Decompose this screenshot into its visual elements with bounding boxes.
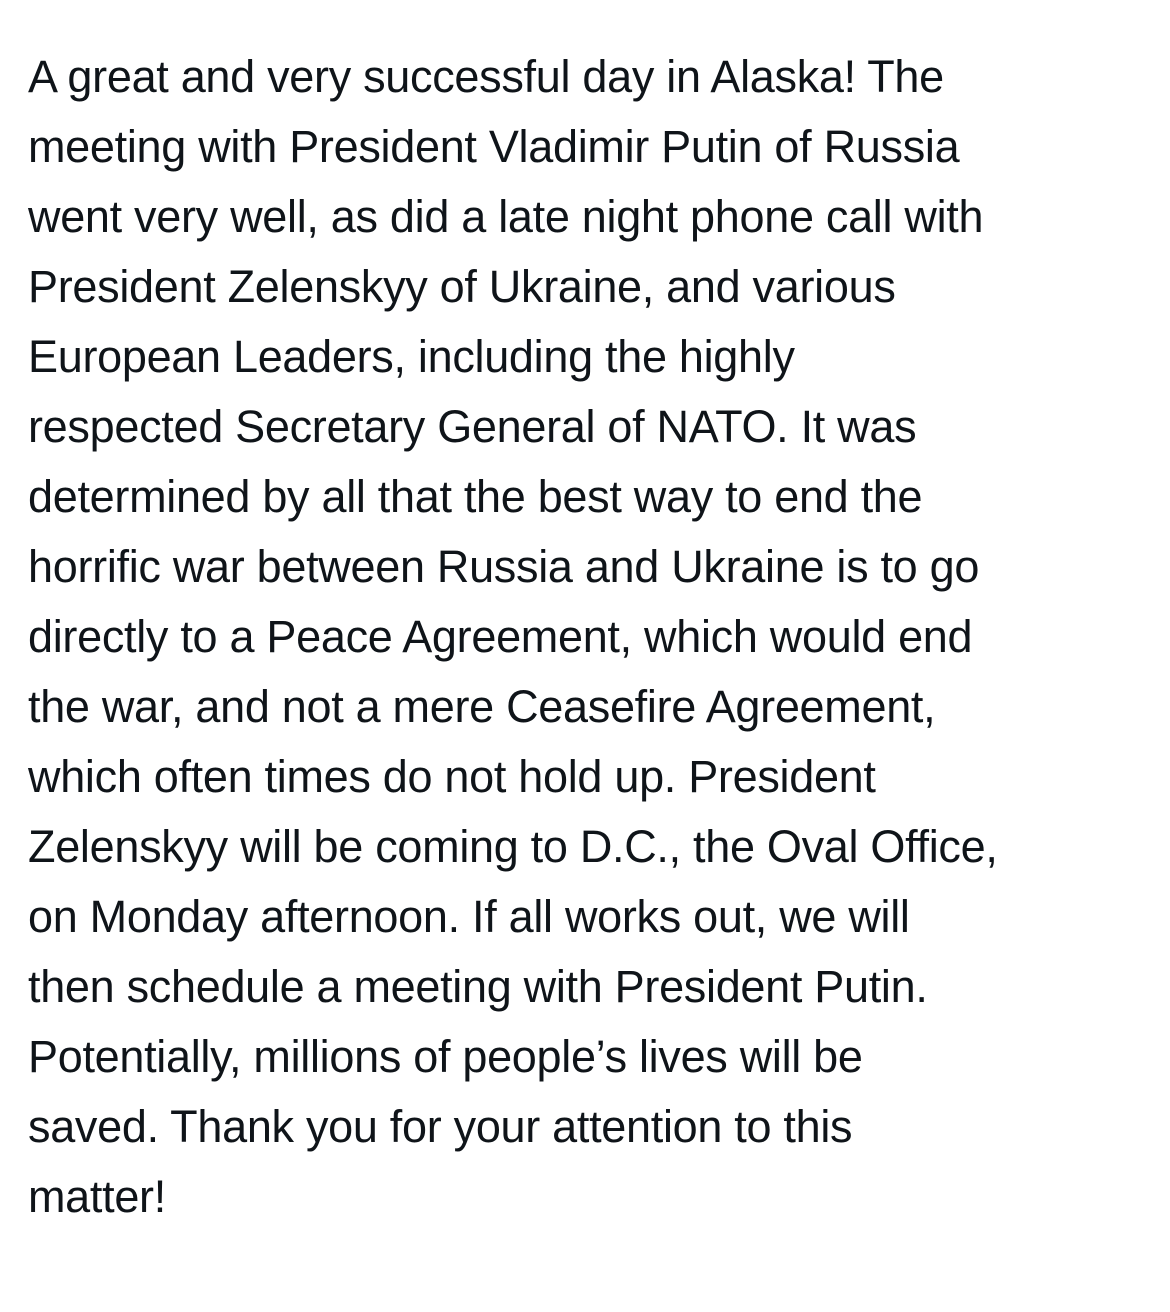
post-text-line: matter! <box>28 1171 166 1222</box>
post-text-line: went very well, as did a late night phone call with <box>28 191 984 242</box>
post-text-line: on Monday afternoon. If all works out, we will <box>28 891 910 942</box>
post-text-line: directly to a Peace Agreement, which would end <box>28 611 973 662</box>
post-text-line: horrific war between Russia and Ukraine is to go <box>28 541 980 592</box>
post-text-line: Potentially, millions of people’s lives will be <box>28 1031 863 1082</box>
post-text-line: determined by all that the best way to end the <box>28 471 923 522</box>
post-text-line: meeting with President Vladimir Putin of Russia <box>28 121 960 172</box>
post-text-line: Zelenskyy will be coming to D.C., the Oval Office, <box>28 821 998 872</box>
post-text-line: which often times do not hold up. President <box>28 751 876 802</box>
post-text-line: then schedule a meeting with President Putin. <box>28 961 928 1012</box>
post-text <box>28 42 1158 1232</box>
post-text-line: saved. Thank you for your attention to this <box>28 1101 853 1152</box>
post-text-line: President Zelenskyy of Ukraine, and various <box>28 261 896 312</box>
post-text-line: respected Secretary General of NATO. It was <box>28 401 917 452</box>
post-text-line: A great and very successful day in Alaska! The <box>28 51 944 102</box>
post-text-line: the war, and not a mere Ceasefire Agreement, <box>28 681 936 732</box>
post-text-line: European Leaders, including the highly <box>28 331 795 382</box>
